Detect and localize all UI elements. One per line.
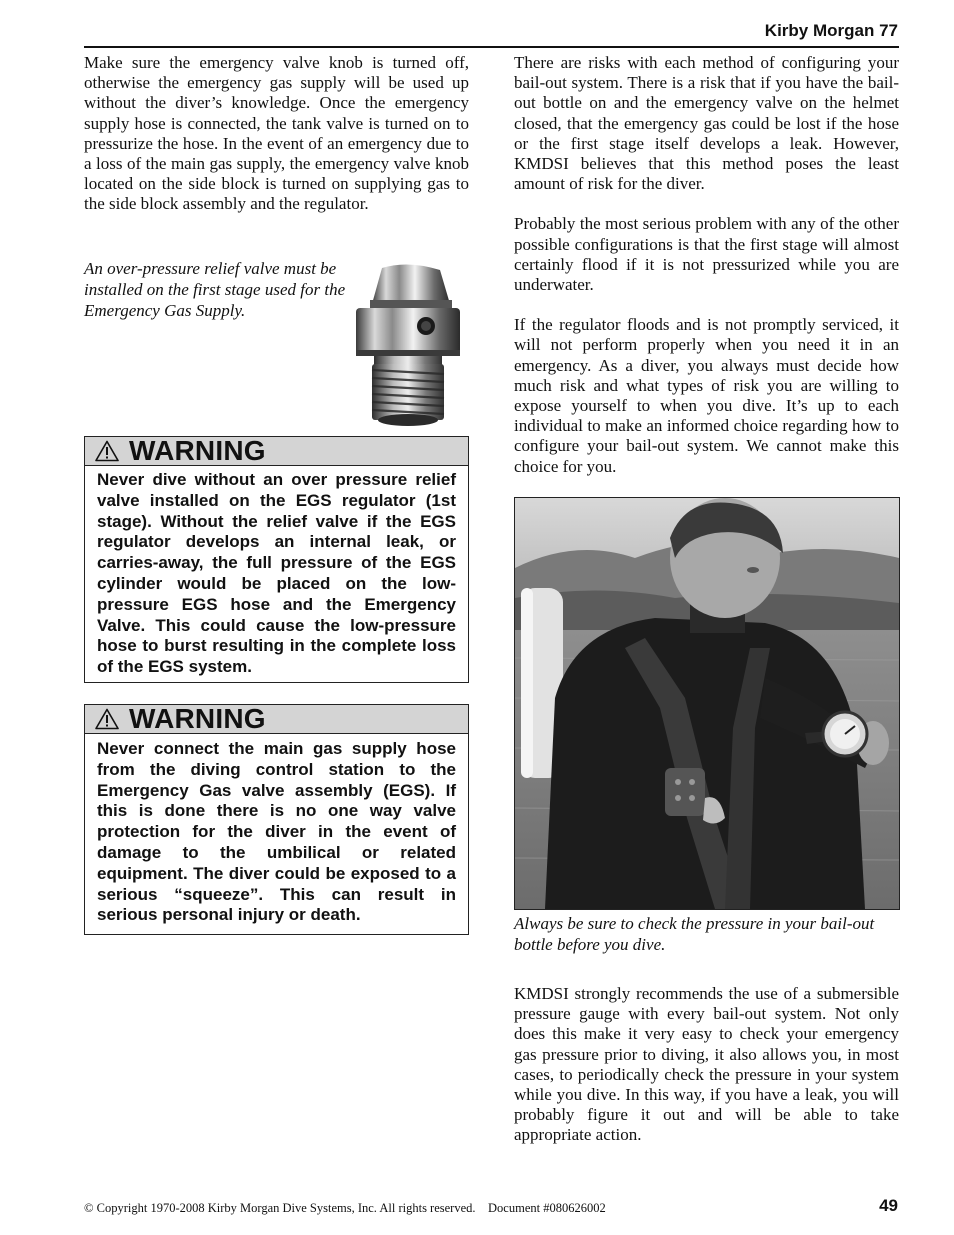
warning-box-main-gas-hose <box>84 704 469 935</box>
pressure-gauge-paragraph: KMDSI strongly recommends the use of a submersible pressure gauge with every bail-out system. Not only does this make it very easy to check your emergency gas pressure prior to diving, it also allows you, in most cases, to periodically check the pressure in your system while you dive. In this way, if you have a leak, you will probably figure it out and will be able to take appropriate action. <box>514 984 899 1145</box>
footer-copyright: © Copyright 1970-2008 Kirby Morgan Dive Systems, Inc. All rights reserved. Document #080626002 <box>84 1201 606 1215</box>
warning-header <box>85 705 468 734</box>
regulator-floods-paragraph: If the regulator floods and is not promptly serviced, it will not perform properly when you need it in an emergency. As a diver, you always must decide how much risk and what types of risk you are willing to expose yourself to when you dive. It’s up to each individual to make an informed choice regarding how to configure your bail-out system. We cannot make this choice for you. <box>514 315 899 476</box>
pressure-gauge-section <box>514 984 899 1146</box>
risks-paragraph: There are risks with each method of configuring your bail-out system. There is a risk that if you have the bail-out bottle on and the emergency valve on the helmet closed, that the emergency gas could be lost if the hose or the first stage itself develops a leak. However, KMDSI believes that this method poses the least amount of risk for the diver. <box>514 53 899 194</box>
warning-triangle-icon <box>95 708 119 730</box>
relief-valve-image <box>352 264 464 428</box>
photo-caption: Always be sure to check the pressure in your bail-out bottle before you dive. <box>514 914 875 954</box>
warning-triangle-icon <box>95 440 119 462</box>
diver-checking-gauge-photo <box>514 497 900 910</box>
warning-text: Never dive without an over pressure relief valve installed on the EGS regulator (1st stage). Without the relief valve if the EGS regulator develops an internal leak, or carries-away, the full pressure of the EGS cylinder would be placed on the low-pressure EGS hose and the Emergency Valve. This could cause the low-pressure hose to burst resulting in the complete loss of the EGS system. <box>97 470 456 677</box>
warning-label: WARNING <box>129 435 266 466</box>
running-header-title: Kirby Morgan 77 <box>764 21 898 40</box>
right-column <box>514 53 899 477</box>
warning-label: WARNING <box>129 703 266 734</box>
header-rule <box>84 46 899 48</box>
emergency-valve-paragraph: Make sure the emergency valve knob is turned off, otherwise the emergency gas supply will be used up without the diver’s knowledge. Once the emergency supply hose is connected, the tank valve is turned on to pressurize the hose. In the event of an emergency due to a loss of the main gas supply, the emergency valve knob located on the side block is turned on supplying gas to the side block assembly and the regulator. <box>84 53 469 214</box>
page-number: 49 <box>879 1196 898 1215</box>
left-column <box>84 53 469 215</box>
diver-photo-drawing <box>515 498 899 909</box>
relief-valve-caption: An over-pressure relief valve must be installed on the first stage used for the Emergency Gas Supply. <box>84 259 346 320</box>
flood-paragraph: Probably the most serious problem with any of the other possible configurations is that the first stage will almost certainly flood if it is not pressurized while you are underwater. <box>514 214 899 295</box>
warning-header <box>85 437 468 466</box>
warning-text: Never connect the main gas supply hose from the diving control station to the Emergency Gas valve assembly (EGS). If this is done there is no one way valve protection for the diver in the event of damage to the umbilical or related equipment. The diver could be exposed to a serious “squeeze”. This can result in serious personal injury or death. <box>97 739 456 925</box>
warning-box-relief-valve <box>84 436 469 683</box>
